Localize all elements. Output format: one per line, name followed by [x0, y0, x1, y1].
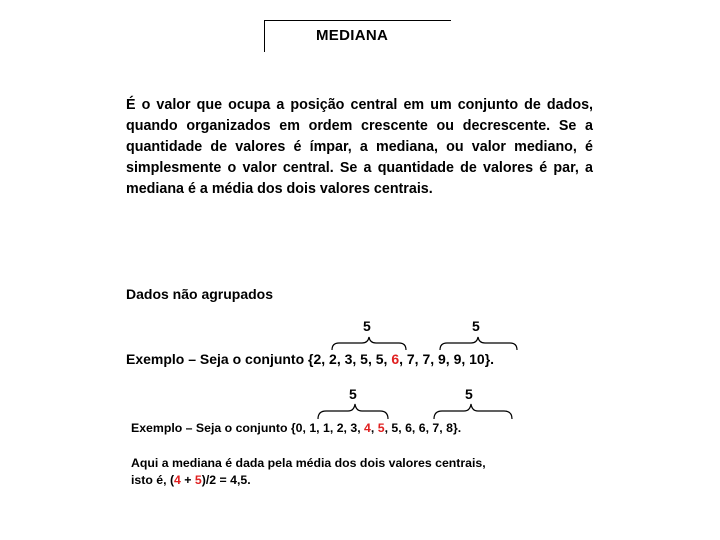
example-1 — [126, 351, 494, 367]
example-2 — [131, 421, 461, 435]
conclusion-line-2 — [131, 472, 486, 489]
example-1-right-values: , 7, 7, 9, 9, 10}. — [399, 351, 495, 367]
brace-right-ex1 — [440, 337, 517, 350]
conclusion-prefix: isto é, ( — [131, 473, 175, 487]
conclusion-line-1: Aqui a mediana é dada pela média dos dois valores centrais, — [131, 456, 486, 470]
example-1-median: 6 — [391, 351, 400, 367]
count-right-ex2: 5 — [465, 386, 473, 402]
conclusion-suffix: )/2 = 4,5. — [201, 473, 251, 487]
example-2-central-b: 5 — [377, 421, 385, 435]
conclusion-value-a: 4 — [174, 473, 181, 487]
page-title: MEDIANA — [316, 27, 389, 44]
conclusion-value-b: 5 — [194, 473, 202, 487]
example-1-left-values: 2, 2, 3, 5, 5, — [313, 351, 392, 367]
count-right-ex1: 5 — [472, 318, 480, 334]
conclusion — [131, 455, 486, 489]
count-left-ex1: 5 — [363, 318, 371, 334]
example-2-prefix: Exemplo – Seja o conjunto {0, 1, 1, 2, 3, — [131, 421, 365, 435]
brace-left-ex1 — [332, 337, 406, 350]
section-heading: Dados não agrupados — [126, 286, 274, 302]
example-2-suffix: , 5, 6, 6, 7, 8}. — [384, 421, 462, 435]
brace-right-ex2 — [434, 404, 512, 419]
example-2-separator: , — [370, 421, 378, 435]
brace-left-ex2 — [318, 404, 388, 419]
count-left-ex2: 5 — [349, 386, 357, 402]
example-1-prefix: Exemplo – Seja o conjunto { — [126, 351, 314, 367]
conclusion-plus: + — [180, 473, 195, 487]
example-2-central-a: 4 — [364, 421, 371, 435]
definition-paragraph: É o valor que ocupa a posição central em um conjunto de dados, quando organizados em ordem crescente ou decrescente. Se a quantidade de valores é ímpar, a mediana, ou valor mediano, é simplesmente o valor central. Se a quantidade de valores é par, a mediana é a média dos dois valores centrais. — [126, 97, 593, 197]
